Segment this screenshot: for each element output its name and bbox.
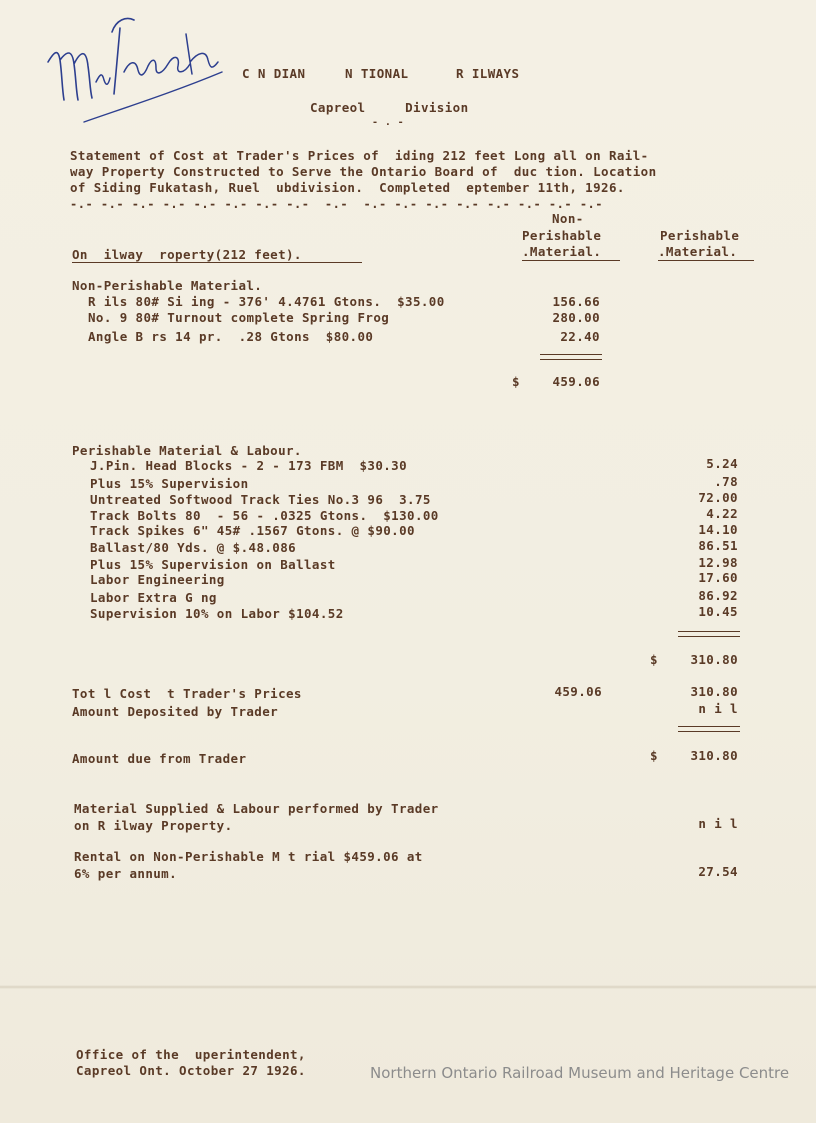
- perishable-item-desc: Labor Engineering: [90, 572, 225, 587]
- perishable-total-rule: [678, 631, 740, 637]
- perishable-item-desc: Track Bolts 80 - 56 - .0325 Gtons. $130.00: [90, 508, 439, 523]
- statement-line-3: of Siding Fukatash, Ruel ubdivision. Completed eptember 11th, 1926.: [70, 180, 625, 195]
- perishable-item-desc: Plus 15% Supervision on Ballast: [90, 557, 336, 572]
- perishable-item-amount: 72.00: [698, 490, 738, 505]
- deposited-label: Amount Deposited by Trader: [72, 704, 279, 719]
- perishable-item-desc: Supervision 10% on Labor $104.52: [90, 606, 344, 621]
- amount-due-symbol: $: [650, 748, 658, 763]
- supplied-value: n i l: [698, 816, 738, 831]
- statement-divider: -.- -.- -.- -.- -.- -.- -.- -.- -.- -.- -.- -.- -.- -.- -.- -.- -.-: [70, 197, 603, 211]
- column-perishable-heading-2: .Material.: [658, 244, 738, 259]
- division-name: Capreol Division: [310, 100, 469, 115]
- rental-value: 27.54: [698, 864, 738, 879]
- nonperishable-item-desc: Angle B rs 14 pr. .28 Gtons $80.00: [88, 329, 374, 344]
- perishable-item-amount: 4.22: [706, 506, 738, 521]
- rental-line-1: Rental on Non-Perishable M t rial $459.06 at: [74, 849, 423, 864]
- nonperishable-total-rule: [540, 354, 602, 360]
- nonperishable-item-desc: R ils 80# Si ing - 376' 4.4761 Gtons. $35.00: [88, 294, 445, 309]
- total-cost-perishable: 310.80: [690, 684, 738, 699]
- perishable-item-amount: 5.24: [706, 456, 738, 471]
- total-cost-nonperishable: 459.06: [554, 684, 602, 699]
- railway-property-underline: [72, 262, 362, 263]
- column-nonperishable-heading-1: Non-: [552, 211, 584, 226]
- supplied-line-2: on R ilway Property.: [74, 818, 233, 833]
- museum-watermark: Northern Ontario Railroad Museum and Heritage Centre: [370, 1064, 790, 1082]
- perishable-item-amount: 86.92: [698, 588, 738, 603]
- perishable-total: 310.80: [690, 652, 738, 667]
- nonperishable-item-amount: 156.66: [552, 294, 600, 309]
- header-ornament: - . -: [372, 117, 405, 128]
- perishable-item-amount: 12.98: [698, 555, 738, 570]
- column-nonperishable-heading-2: Perishable: [522, 228, 602, 243]
- footer-date-line: Capreol Ont. October 27 1926.: [76, 1063, 306, 1078]
- perishable-item-desc: Ballast/80 Yds. @ $.48.086: [90, 540, 297, 555]
- railway-property-heading: On ilway roperty(212 feet).: [72, 247, 302, 262]
- column-perishable-underline: [658, 260, 754, 261]
- perishable-item-desc: Untreated Softwood Track Ties No.3 96 3.75: [90, 492, 431, 507]
- perishable-total-symbol: $: [650, 652, 658, 667]
- supplied-line-1: Material Supplied & Labour performed by Trader: [74, 801, 439, 816]
- nonperishable-total-symbol: $: [512, 374, 520, 389]
- perishable-item-desc: J.Pin. Head Blocks - 2 - 173 FBM $30.30: [90, 458, 408, 473]
- perishable-item-desc: Track Spikes 6" 45# .1567 Gtons. @ $90.00: [90, 523, 415, 538]
- amount-due-label: Amount due from Trader: [72, 751, 247, 766]
- perishable-item-amount: 10.45: [698, 604, 738, 619]
- due-rule: [678, 726, 740, 732]
- column-nonperishable-heading-3: .Material.: [522, 244, 602, 259]
- total-cost-label: Tot l Cost t Trader's Prices: [72, 686, 302, 701]
- nonperishable-heading: Non-Perishable Material.: [72, 278, 263, 293]
- perishable-item-amount: 86.51: [698, 538, 738, 553]
- nonperishable-item-amount: 280.00: [552, 310, 600, 325]
- paper-fold: [0, 985, 816, 989]
- deposited-value: n i l: [698, 701, 738, 716]
- amount-due-value: 310.80: [690, 748, 738, 763]
- perishable-item-desc: Labor Extra G ng: [90, 590, 217, 605]
- nonperishable-item-amount: 22.40: [560, 329, 600, 344]
- nonperishable-item-desc: No. 9 80# Turnout complete Spring Frog: [88, 310, 390, 325]
- column-nonperishable-underline: [522, 260, 620, 261]
- perishable-heading: Perishable Material & Labour.: [72, 443, 302, 458]
- perishable-item-amount: 14.10: [698, 522, 738, 537]
- statement-line-2: way Property Constructed to Serve the Ontario Board of duc tion. Location: [70, 164, 657, 179]
- perishable-item-amount: 17.60: [698, 570, 738, 585]
- nonperishable-total: 459.06: [552, 374, 600, 389]
- perishable-item-amount: .78: [714, 474, 738, 489]
- footer-office-line: Office of the uperintendent,: [76, 1047, 306, 1062]
- statement-line-1: Statement of Cost at Trader's Prices of iding 212 feet Long all on Rail-: [70, 148, 649, 163]
- handwritten-signature: [44, 12, 224, 132]
- company-name: C N DIAN N TIONAL R ILWAYS: [242, 66, 520, 81]
- rental-line-2: 6% per annum.: [74, 866, 178, 881]
- column-perishable-heading-1: Perishable: [660, 228, 740, 243]
- perishable-item-desc: Plus 15% Supervision: [90, 476, 249, 491]
